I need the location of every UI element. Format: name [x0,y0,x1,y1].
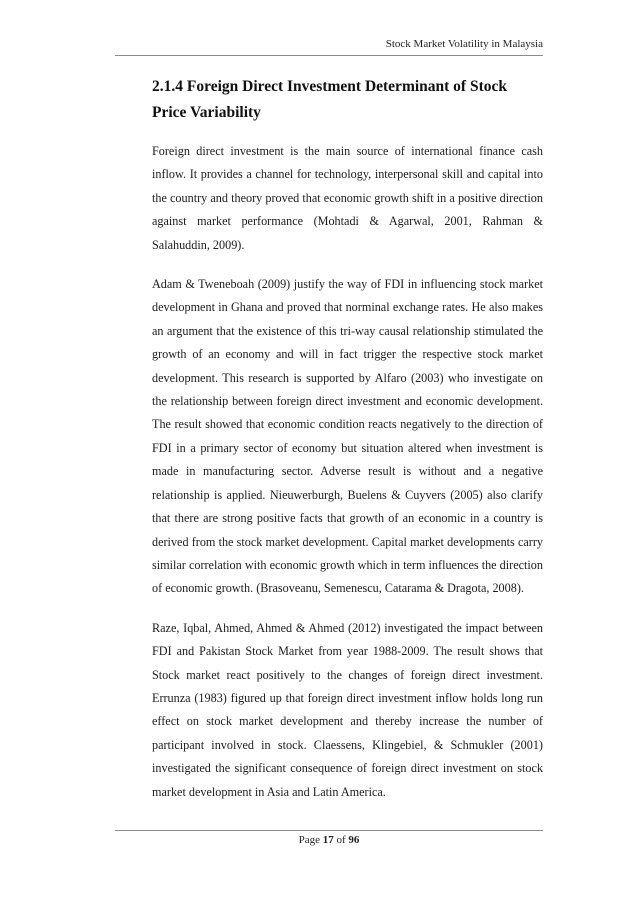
current-page-number: 17 [322,834,334,846]
section-heading: 2.1.4 Foreign Direct Investment Determinant of Stock Price Variability [152,78,508,121]
page-body [152,74,543,820]
paragraph-raze-iqbal: Raze, Iqbal, Ahmed, Ahmed & Ahmed (2012) investigated the impact between FDI and Pakistan Stock Market from year 1988-2009. The result shows that Stock market react positively to the changes of foreign direct investment. Errunza (1983) figured up that foreign direct investment inflow holds long run effect on stock market development and thereby increase the number of participant involved in stock. Claessens, Klingebiel, & Schmukler (2001) investigated the significant consequence of foreign direct investment on stock market development in Asia and Latin America. [152,620,543,799]
of-label: of [336,834,346,846]
footer-divider [115,830,543,831]
running-header: Stock Market Volatility in Malaysia [385,38,543,50]
paragraph-adam-tweneboah: Adam & Tweneboah (2009) justify the way of FDI in influencing stock market development in Ghana and proved that norminal exchange rates. He also makes an argument that the existence of this tri-way causal relationship stimulated the growth of an economy and will in fact trigger the respective stock market development. This research is supported by Alfaro (2003) who investigate on the relationship between foreign direct investment and economic development. The result showed that economic condition reacts negatively to the direction of FDI in a primary sector of economy but situation altered when investment is made in manufacturing sector. Adverse result is without and a negative relationship is applied. Nieuwerburgh, Buelens & Cuyvers (2005) also clarify that there are strong positive facts that growth of an economic in a country is derived from the stock market development. Capital market developments carry similar correlation with economic growth which in term influences the direction of economic growth. (Brasoveanu, Semenescu, Catarama & Dragota, 2008). [152,277,543,596]
page-label: Page [298,834,320,846]
total-pages: 96 [348,834,360,846]
paragraph-fdi-intro: Foreign direct investment is the main source of international finance cash inflow. It provides a channel for technology, interpersonal skill and capital into the country and theory proved that economic growth shift in a positive direction against market performance (Mohtadi & Agarwal, 2001, Rahman & Salahuddin, 2009). [152,144,543,252]
page-footer [115,834,543,846]
header-divider [115,55,543,56]
